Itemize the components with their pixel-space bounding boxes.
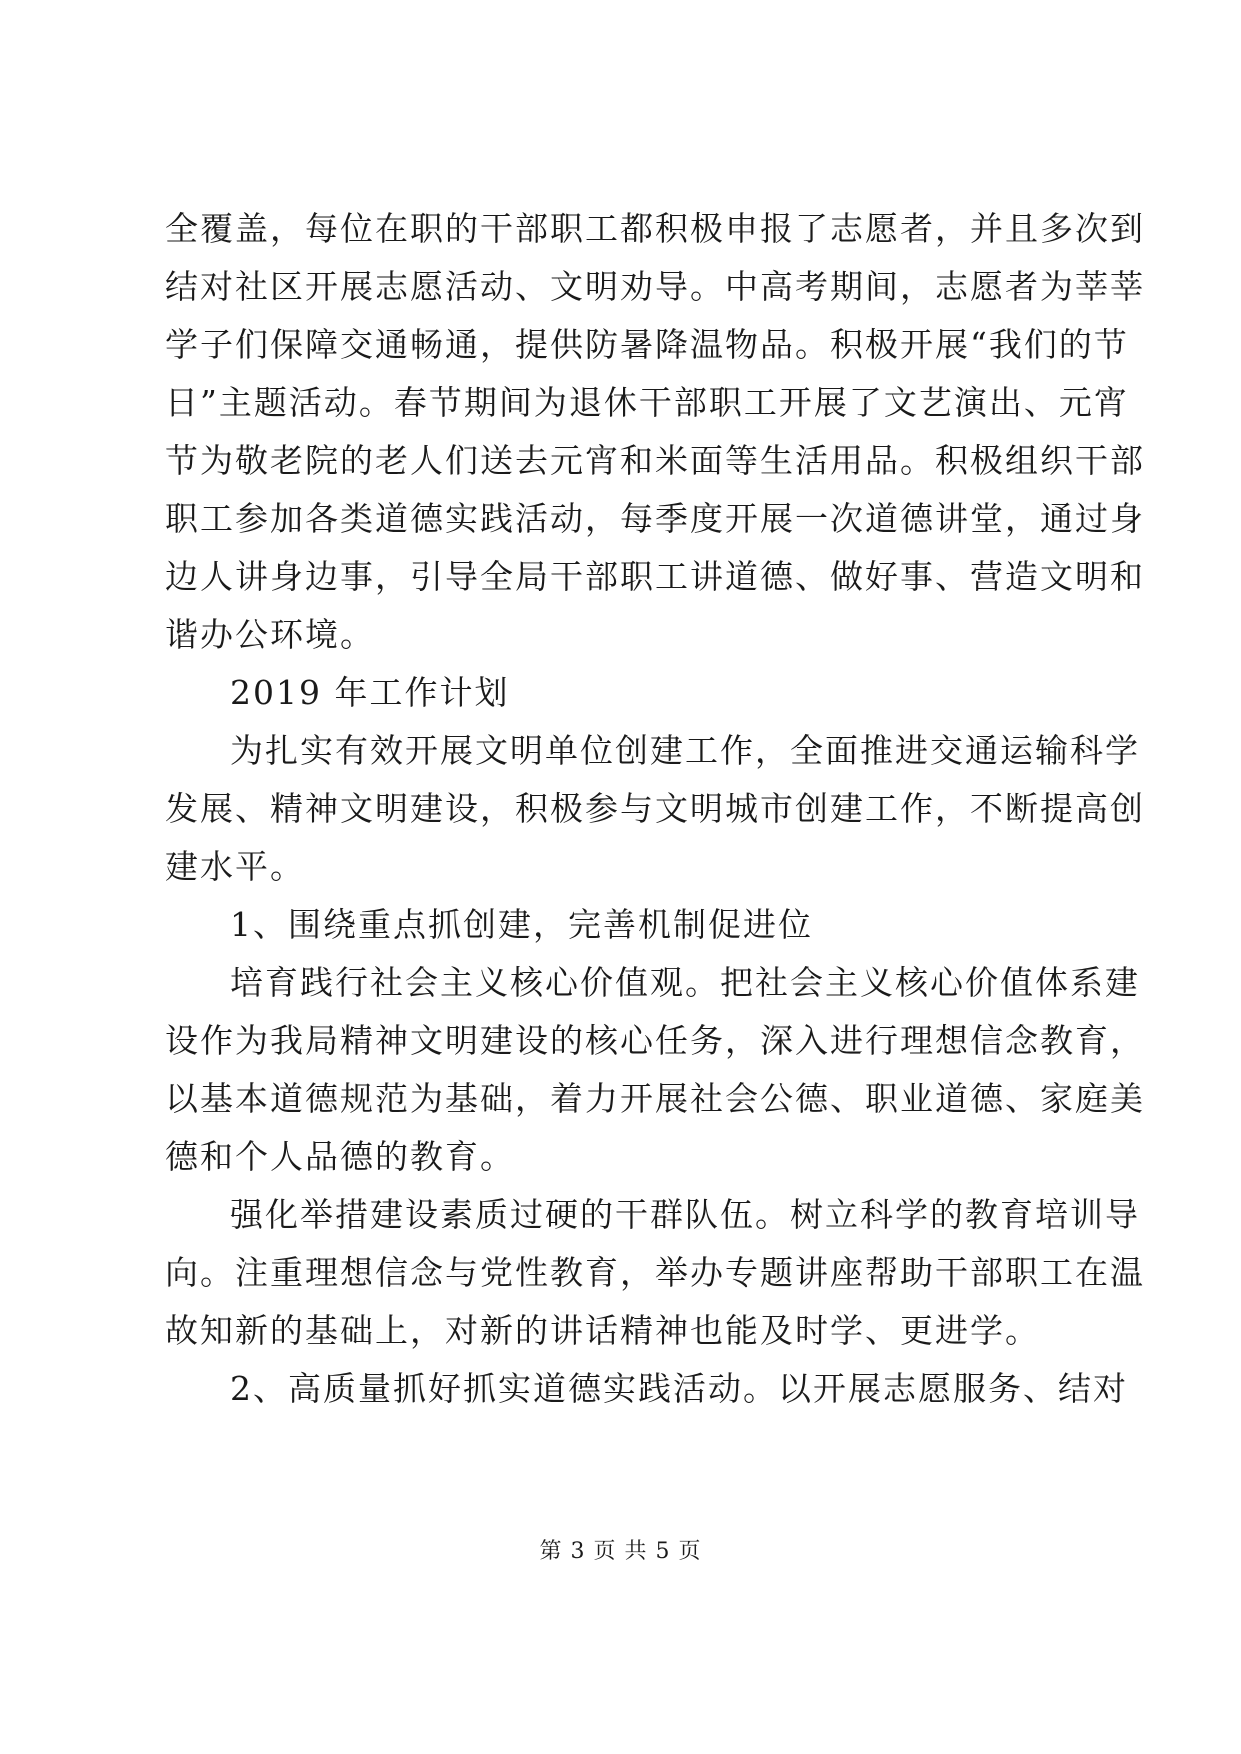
body-text-line: 2、高质量抓好抓实道德实践活动。以开展志愿服务、结对	[230, 1369, 1128, 1408]
body-text-line: 全覆盖，每位在职的干部职工都积极申报了志愿者，并且多次到	[165, 209, 1145, 248]
body-text-line: 强化举措建设素质过硬的干群队伍。树立科学的教育培训导	[230, 1195, 1140, 1234]
body-text-line: 以基本道德规范为基础，着力开展社会公德、职业道德、家庭美	[165, 1079, 1145, 1118]
body-text-line: 结对社区开展志愿活动、文明劝导。中高考期间，志愿者为莘莘	[165, 267, 1145, 306]
body-text-line: 培育践行社会主义核心价值观。把社会主义核心价值体系建	[230, 963, 1140, 1002]
body-text-line: 发展、精神文明建设，积极参与文明城市创建工作，不断提高创	[165, 789, 1145, 828]
body-text-line: 为扎实有效开展文明单位创建工作，全面推进交通运输科学	[230, 731, 1140, 770]
body-text-line: 边人讲身边事，引导全局干部职工讲道德、做好事、营造文明和	[165, 557, 1145, 596]
body-text-line: 向。注重理想信念与党性教育，举办专题讲座帮助干部职工在温	[165, 1253, 1145, 1292]
body-text-line: 职工参加各类道德实践活动，每季度开展一次道德讲堂，通过身	[165, 499, 1145, 538]
body-text-line: 故知新的基础上，对新的讲话精神也能及时学、更进学。	[165, 1311, 1040, 1350]
body-text-line: 设作为我局精神文明建设的核心任务，深入进行理想信念教育，	[165, 1021, 1145, 1060]
section-heading: 2019 年工作计划	[230, 673, 510, 712]
page-number-footer: 第 3 页 共 5 页	[539, 1539, 702, 1564]
body-text-line: 学子们保障交通畅通，提供防暑降温物品。积极开展“我们的节	[165, 325, 1129, 364]
body-text-line: 建水平。	[165, 847, 305, 886]
section-heading: 1、围绕重点抓创建，完善机制促进位	[230, 905, 813, 944]
body-text-line: 德和个人品德的教育。	[165, 1137, 515, 1176]
body-text-line: 日”主题活动。春节期间为退休干部职工开展了文艺演出、元宵	[165, 383, 1129, 422]
body-text-line: 节为敬老院的老人们送去元宵和米面等生活用品。积极组织干部	[165, 441, 1145, 480]
body-text-line: 谐办公环境。	[165, 615, 375, 654]
